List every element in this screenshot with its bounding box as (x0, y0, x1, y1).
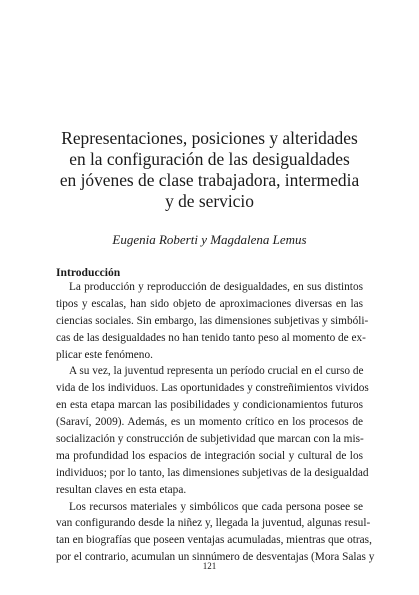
text-line: tipos y escalas, han sido objeto de aproximaciones diversas en las (56, 297, 363, 310)
text-line: plicar este fenómeno. (56, 348, 153, 361)
section-heading: Introducción (56, 266, 121, 279)
text-line: cas de las desigualdades no han tenido tanto peso al momento de ex- (56, 331, 366, 344)
chapter-title (40, 128, 379, 212)
text-line: por el contrario, acumulan un sinnúmero de desventajas (Mora Salas y (56, 551, 375, 564)
text-line: Los recursos materiales y simbólicos que cada persona posee se (69, 500, 363, 513)
text-line: individuos; por lo tanto, las dimensiones subjetivas de la desigualdad (56, 466, 369, 479)
title-line: en la configuración de las desigualdades (69, 149, 350, 169)
text-line: (Saraví, 2009). Además, es un momento crítico en los procesos de (56, 416, 363, 429)
title-line: en jóvenes de clase trabajadora, intermedia (59, 170, 360, 190)
chapter-authors: Eugenia Roberti y Magdalena Lemus (112, 232, 307, 247)
text-line: ma profundidad los espacios de integración social y cultural de los (56, 449, 363, 462)
body-text (56, 279, 375, 566)
text-line: ciencias sociales. Sin embargo, las dimensiones subjetivas y simbóli- (56, 314, 369, 327)
text-line: vida de los individuos. Las oportunidades y constreñimientos vividos (56, 382, 369, 395)
text-line: A su vez, la juventud representa un período crucial en el curso de (69, 365, 364, 378)
text-line: van configurando desde la niñez y, llegada la juventud, algunas resul- (56, 517, 371, 530)
text-line: resultan claves en esta etapa. (56, 483, 187, 496)
text-line: tan en biografías que poseen ventajas acumuladas, mientras que otras, (56, 534, 372, 547)
text-line: socialización y construcción de subjetividad que marcan con la mis- (56, 433, 364, 446)
title-line: y de servicio (165, 191, 254, 211)
text-line: en esta etapa marcan las posibilidades y condicionamientos futuros (56, 399, 363, 412)
title-line: Representaciones, posiciones y alteridades (61, 128, 358, 148)
page-number: 121 (202, 561, 217, 571)
text-line: La producción y reproducción de desigualdades, en sus distintos (69, 281, 363, 293)
